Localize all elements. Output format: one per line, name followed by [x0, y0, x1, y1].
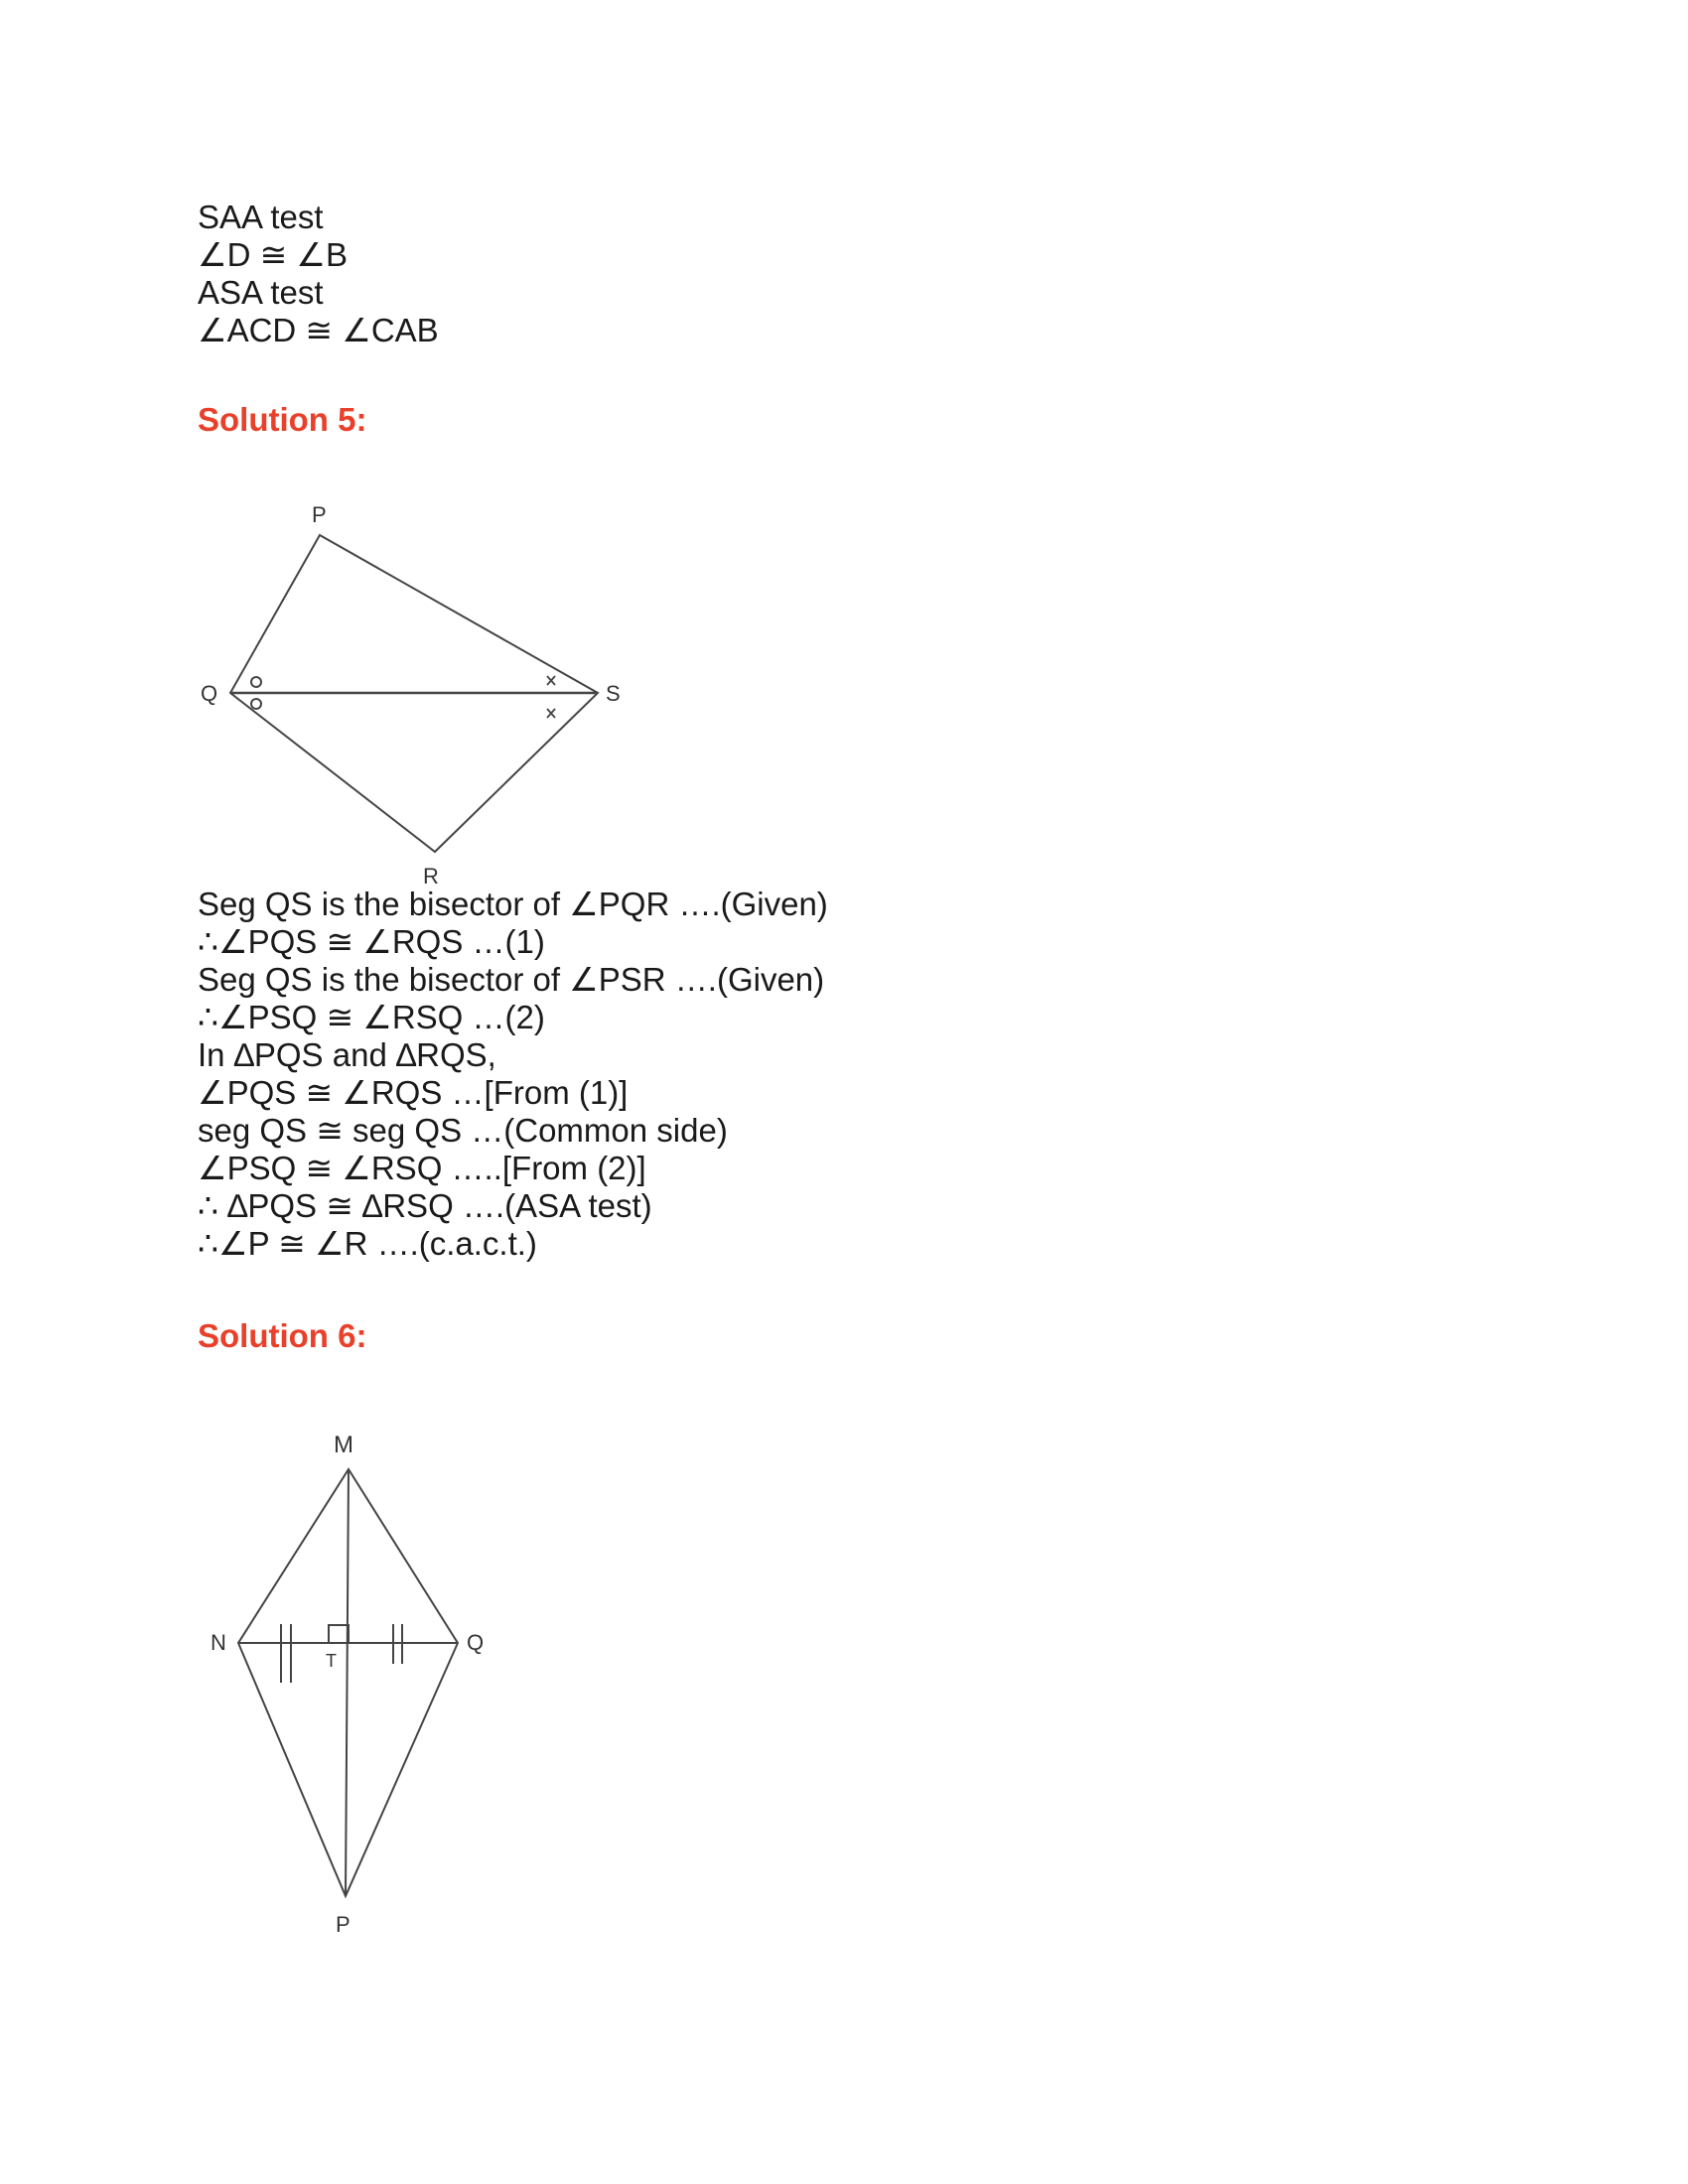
vertex-label-q: Q — [201, 681, 218, 706]
vertex-label-p: P — [312, 502, 327, 527]
vertex-label-m: M — [334, 1432, 353, 1458]
vertex-label-p: P — [336, 1912, 351, 1937]
proof-line: ∠PQS ≅ ∠RQS …[From (1)] — [198, 1074, 629, 1111]
solution-6-heading: Solution 6: — [198, 1317, 367, 1354]
proof-line: Seg QS is the bisector of ∠PQR ….(Given) — [198, 886, 828, 922]
vertex-label-s: S — [606, 681, 621, 706]
solution-5-heading: Solution 5: — [198, 401, 367, 438]
proof-line: ∴∠P ≅ ∠R ….(c.a.c.t.) — [198, 1225, 537, 1262]
proof-line: Seg QS is the bisector of ∠PSR ….(Given) — [198, 961, 825, 998]
kite-mnpq-figure — [0, 0, 695, 1985]
proof-line: ∴ ∆PQS ≅ ∆RSQ ….(ASA test) — [198, 1187, 652, 1224]
vertex-label-q: Q — [467, 1630, 485, 1655]
vertex-label-t: T — [326, 1651, 337, 1671]
proof-line: In ∆PQS and ∆RQS, — [198, 1036, 496, 1073]
text-line: ∠ACD ≅ ∠CAB — [198, 312, 439, 348]
proof-line: seg QS ≅ seg QS …(Common side) — [198, 1112, 728, 1149]
proof-line: ∴∠PSQ ≅ ∠RSQ …(2) — [198, 999, 545, 1035]
proof-line: ∠PSQ ≅ ∠RSQ …..[From (2)] — [198, 1150, 646, 1186]
proof-line: ∴∠PQS ≅ ∠RQS …(1) — [198, 923, 545, 960]
vertex-label-r: R — [423, 864, 439, 888]
text-line: SAA test — [198, 199, 324, 235]
text-line: ∠D ≅ ∠B — [198, 236, 348, 273]
vertex-label-n: N — [211, 1630, 226, 1655]
text-line: ASA test — [198, 274, 324, 311]
